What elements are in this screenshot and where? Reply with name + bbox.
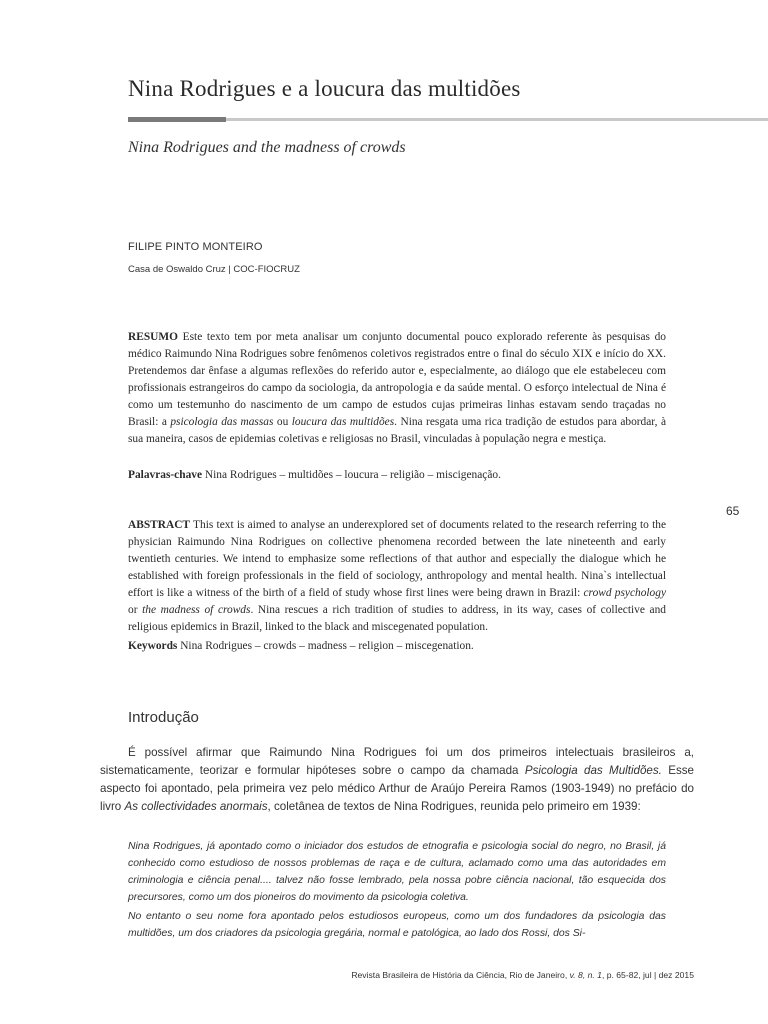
- footer-volume: v. 8, n. 1: [569, 970, 602, 980]
- resumo-emphasis: psicologia das massas: [170, 416, 274, 428]
- section-heading-introducao: Introdução: [128, 709, 199, 726]
- resumo-text: ou: [273, 416, 292, 428]
- page-number: 65: [726, 504, 740, 518]
- resumo-label: RESUMO: [128, 331, 178, 343]
- abstract-emphasis: the madness of crowds: [142, 604, 251, 616]
- resumo-text: . Nina resgata uma rica tradição de estudos para abordar, à sua maneira, casos de epidemias coletivas e religiosas no Brasil, vinculadas à população negra e mestiça.: [128, 416, 666, 445]
- abstract-text: This text is aimed to analyse an underexplored set of documents related to the research referring to the physician Raimundo Nina Rodrigues on collective phenomena recorded between the late nineteenth and early twentieth centuries. We intend to emphasize some reflections of that author and especially the dialogue which he established with foreign professionals in the field of sociology, anthropology and mental health. Nina`s intellectual effort is like a witness of the birth of a field of study whose first lines were being drawn in Brazil:: [128, 519, 666, 599]
- palavras-chave-text: Nina Rodrigues – multidões – loucura – religião – miscigenação.: [202, 469, 501, 481]
- palavras-chave: [128, 467, 666, 484]
- intro-emphasis: Psicologia das Multidões.: [524, 764, 662, 777]
- intro-text: É possível afirmar que Raimundo Nina Rodrigues foi um dos primeiros intelectuais brasileiros a, sistematicamente, teorizar e formular hipóteses sobre o campo da chamada: [100, 746, 694, 777]
- footer-text: , p. 65-82, jul | dez 2015: [601, 970, 694, 980]
- intro-text: Esse aspecto foi apontado, pela primeira vez pelo médico Arthur de Araújo Pereira Ramos (1903-1949) no prefácio do livro: [100, 764, 694, 813]
- palavras-chave-label: Palavras-chave: [128, 469, 203, 481]
- keywords: [128, 638, 666, 655]
- block-quote-1: Nina Rodrigues, já apontado como o iniciador dos estudos de etnografia e psicologia social do negro, no Brasil, já conhecido como estudioso de nossos problemas de raça e de cultura, aclamado como uma das autoridades em criminologia e ciência penal.... talvez não fosse lembrado, pela nossa pobre ciência nacional, tão esquecida dos precursores, como um dos pioneiros do movimento da psicologia coletiva.: [128, 841, 666, 903]
- author-name: FILIPE PINTO MONTEIRO: [128, 241, 263, 253]
- resumo-emphasis: loucura das multidões: [291, 416, 395, 428]
- article-title: Nina Rodrigues e a loucura das multidões: [128, 76, 521, 101]
- resumo-block: [128, 329, 666, 448]
- block-quote-2: No entanto o seu nome fora apontado pelos estudiosos europeus, como um dos fundadores da psicologia das multidões, um dos criadores da psicologia gregária, normal e patológica, ao lado dos Rossi, dos Si-: [128, 911, 666, 939]
- title-rule-accent: [128, 117, 226, 122]
- abstract-emphasis: crowd psychology: [583, 587, 666, 599]
- article-subtitle: Nina Rodrigues and the madness of crowds: [128, 139, 406, 156]
- keywords-text: Nina Rodrigues – crowds – madness – religion – miscegenation.: [177, 640, 474, 652]
- intro-emphasis: As collectividades anormais: [124, 800, 268, 813]
- intro-text: , coletânea de textos de Nina Rodrigues, reunida pelo primeiro em 1939:: [267, 800, 641, 813]
- footer-text: Revista Brasileira de História da Ciência, Rio de Janeiro,: [351, 970, 570, 980]
- journal-footer: [300, 970, 694, 980]
- abstract-label: ABSTRACT: [128, 519, 191, 531]
- keywords-label: Keywords: [128, 640, 178, 652]
- intro-paragraph: [100, 744, 694, 816]
- abstract-text: or: [128, 604, 143, 616]
- title-rule: [226, 118, 768, 121]
- resumo-text: Este texto tem por meta analisar um conjunto documental pouco explorado referente às pesquisas do médico Raimundo Nina Rodrigues sobre fenômenos coletivos registrados entre o final do século XIX e início do XX. Pretendemos dar ênfase a algumas reflexões do referido autor e, especialmente, ao diálogo que ele estabeleceu com profissionais estrangeiros do campo da sociologia, da antropologia e da saúde mental. O esforço intelectual de Nina é como um testemunho do nascimento de um campo de estudos cujas primeiras linhas estavam sendo traçadas no Brasil: a: [128, 331, 666, 428]
- author-affiliation: Casa de Oswaldo Cruz | COC-FIOCRUZ: [128, 264, 300, 275]
- abstract-block: [128, 517, 666, 636]
- abstract-text: . Nina rescues a rich tradition of studies to address, in its way, cases of collective and religious epidemics in Brazil, linked to the black and miscegenated population.: [128, 604, 666, 633]
